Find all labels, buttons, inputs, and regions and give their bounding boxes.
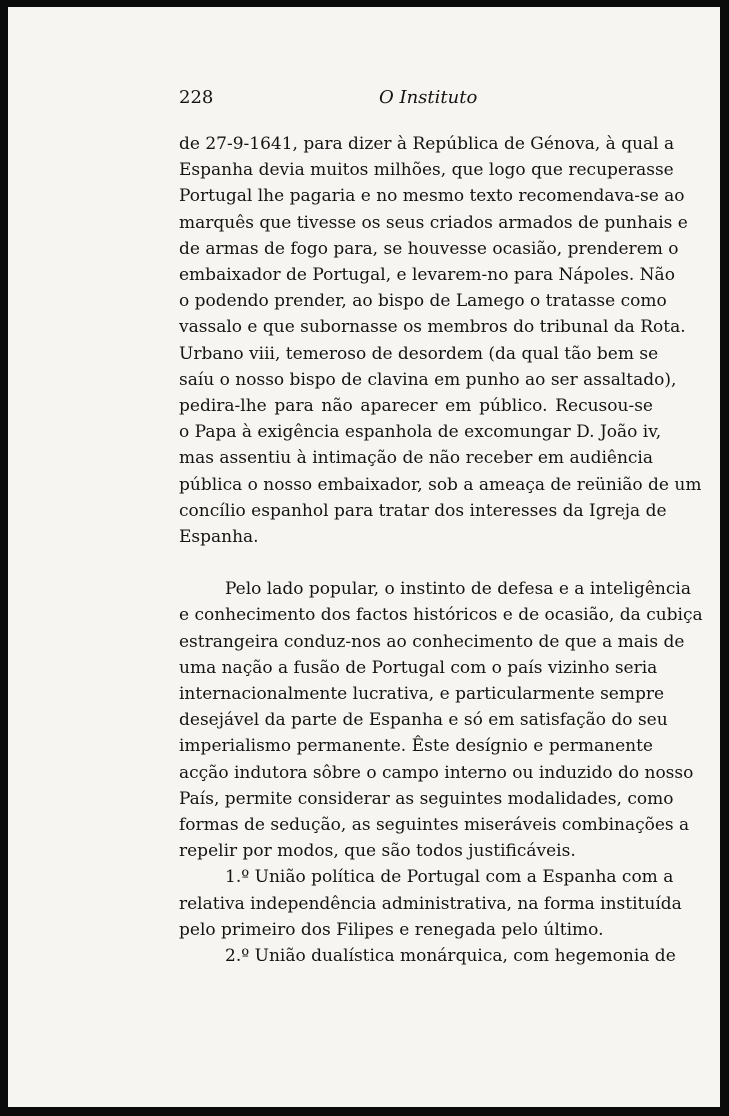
- page-header: [179, 87, 489, 111]
- text-line: mas assentiu à intimação de não receber em audiência: [179, 448, 653, 469]
- text-line: o podendo prender, ao bispo de Lamego o tratasse como: [179, 291, 667, 312]
- text-line: Urbano viii, temeroso de desordem (da qual tão bem se: [179, 343, 659, 364]
- text-line: 1.º União política de Portugal com a Espanha com a: [225, 867, 674, 888]
- text-line: Pelo lado popular, o instinto de defesa e a inteligência: [225, 579, 691, 600]
- text-line: Portugal lhe pagaria e no mesmo texto recomendava-se ao: [179, 186, 685, 207]
- text-line: vassalo e que subornasse os membros do tribunal da Rota.: [179, 317, 686, 338]
- text-line: desejável da parte de Espanha e só em satisfação do seu: [179, 710, 668, 731]
- paragraph-gap: [179, 550, 653, 576]
- text-line: e conhecimento dos factos históricos e de ocasião, da cubiça: [179, 605, 703, 626]
- paragraph-2: [179, 576, 703, 864]
- text-line: formas de sedução, as seguintes miseráveis combinações a: [179, 815, 690, 836]
- list-item-2: [179, 943, 676, 969]
- text-line: marquês que tivesse os seus criados armados de punhais e: [179, 212, 688, 233]
- text-line: Espanha devia muitos milhões, que logo que recuperasse: [179, 160, 674, 181]
- text-line: embaixador de Portugal, e levarem-no para Nápoles. Não: [179, 265, 675, 286]
- text-line: relativa independência administrativa, na forma instituída: [179, 893, 682, 914]
- paragraph-1: [179, 131, 702, 550]
- text-line: pública o nosso embaixador, sob a ameaça de reünião de um: [179, 474, 702, 495]
- text-line: estrangeira conduz-nos ao conhecimento de que a mais de: [179, 631, 685, 652]
- list-item-1: [179, 864, 682, 943]
- text-line: Espanha.: [179, 527, 259, 548]
- page-number: 228: [179, 87, 214, 108]
- text-line: de 27-9-1641, para dizer à República de Génova, à qual a: [179, 134, 675, 154]
- text-line: saíu o nosso bispo de clavina em punho ao ser assaltado),: [179, 369, 677, 390]
- text-line: concílio espanhol para tratar dos interesses da Igreja de: [179, 500, 667, 521]
- text-line: acção indutora sôbre o campo interno ou induzido do nosso: [179, 762, 694, 783]
- text-line: o Papa à exigência espanhola de excomungar D. João iv,: [179, 422, 662, 443]
- text-line: pelo primeiro dos Filipes e renegada pelo último.: [179, 919, 604, 940]
- text-line: 2.º União dualística monárquica, com hegemonia de: [225, 946, 676, 967]
- text-line: repelir por modos, que são todos justificáveis.: [179, 841, 576, 862]
- text-line: de armas de fogo para, se houvesse ocasião, prenderem o: [179, 238, 679, 259]
- text-line: pedira-lhe para não aparecer em público. Recusou-se: [179, 396, 653, 417]
- text-line: imperialismo permanente. Êste desígnio e permanente: [179, 736, 653, 757]
- text-line: País, permite considerar as seguintes modalidades, como: [179, 788, 674, 809]
- document-page: [8, 7, 720, 1107]
- text-line: internacionalmente lucrativa, e particularmente sempre: [179, 684, 665, 705]
- text-line: uma nação a fusão de Portugal com o país vizinho seria: [179, 657, 658, 678]
- running-title: O Instituto: [379, 87, 478, 108]
- body-text: [179, 131, 703, 969]
